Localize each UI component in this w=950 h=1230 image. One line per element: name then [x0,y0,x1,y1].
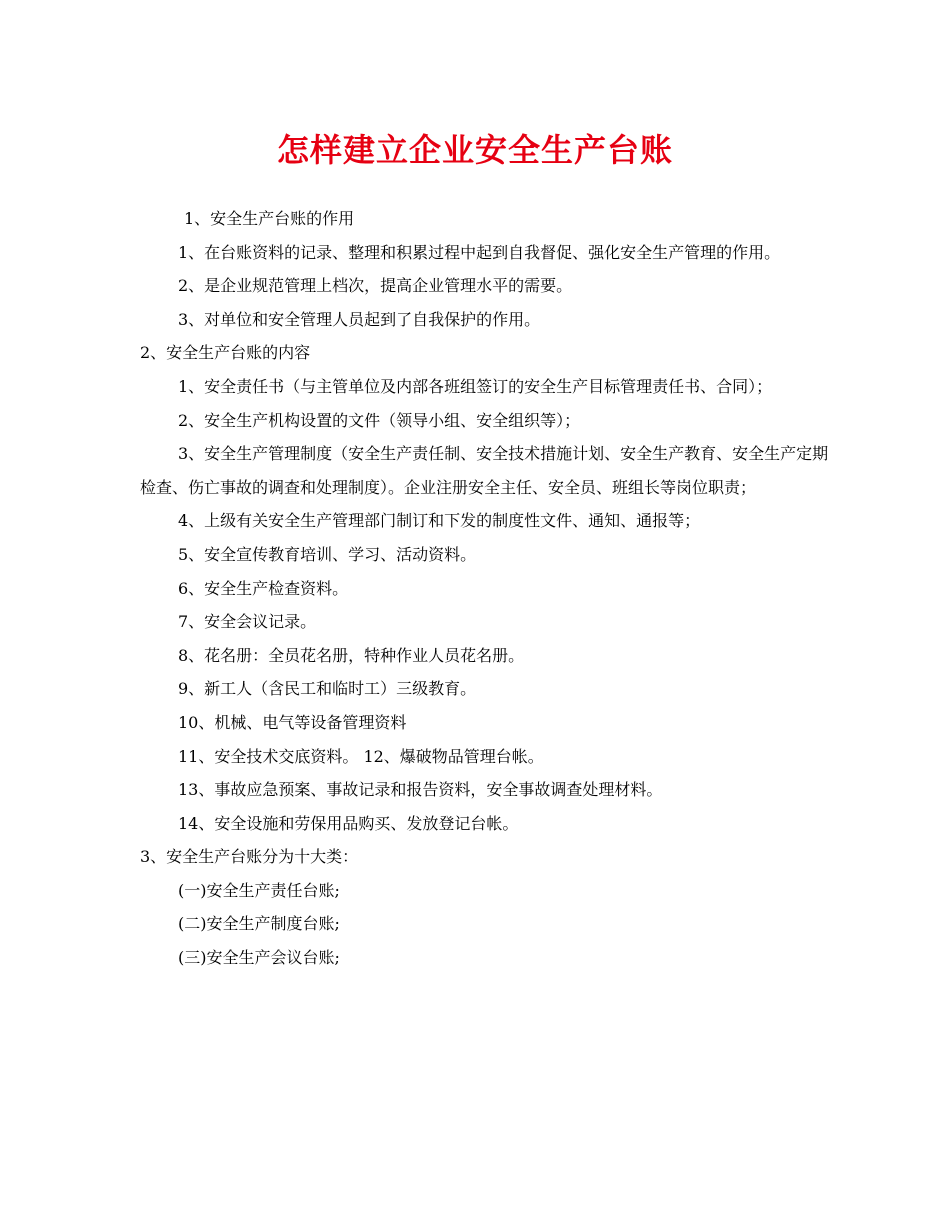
section-2-item-5: 5、安全宣传教育培训、学习、活动资料。 [178,544,477,564]
section-heading-1: 1、安全生产台账的作用 [184,209,355,228]
section-1-item-1: 1、在台账资料的记录、整理和积累过程中起到自我督促、强化安全生产管理的作用。 [178,242,781,262]
section-2-item-4: 4、上级有关安全生产管理部门制订和下发的制度性文件、通知、通报等； [178,511,701,531]
document-title: 怎样建立企业安全生产台账 [276,131,673,169]
section-heading-2: 2、安全生产台账的内容 [140,343,311,363]
section-2-item-10: 10、机械、电气等设备管理资料 [178,712,407,732]
section-3-item-2: (二)安全生产制度台账; [178,914,340,934]
section-2-item-11: 11、安全技术交底资料。 12、爆破物品管理台帐。 [178,746,544,766]
section-2-item-2: 2、安全生产机构设置的文件（领导小组、安全组织等）； [178,410,581,430]
section-2-item-1: 1、安全责任书（与主管单位及内部各班组签订的安全生产目标管理责任书、合同）； [178,376,773,396]
section-2-item-3: 3、安全生产管理制度（安全生产责任制、安全技术措施计划、安全生产教育、安全生产定期检查、伤亡事故的调查和处理制度）。企业注册安全主任、安全员、班组长等岗位职责； [140,444,829,497]
section-3-item-1: (一)安全生产责任台账; [178,880,340,900]
section-2-item-8: 8、花名册：全员花名册，特种作业人员花名册。 [178,645,525,665]
section-3-item-3: (三)安全生产会议台账; [178,948,340,968]
section-2-item-7: 7、安全会议记录。 [178,612,317,632]
document-body [140,202,830,975]
section-1-item-3: 3、对单位和安全管理人员起到了自我保护的作用。 [178,309,541,329]
section-2-item-9: 9、新工人（含民工和临时工）三级教育。 [178,679,477,699]
section-heading-3: 3、安全生产台账分为十大类： [140,847,359,867]
section-1-item-2: 2、是企业规范管理上档次，提高企业管理水平的需要。 [178,276,573,296]
section-2-item-14: 14、安全设施和劳保用品购买、发放登记台帐。 [178,813,519,833]
section-2-item-13: 13、事故应急预案、事故记录和报告资料，安全事故调查处理材料。 [178,780,663,800]
section-2-item-6: 6、安全生产检查资料。 [178,578,349,598]
